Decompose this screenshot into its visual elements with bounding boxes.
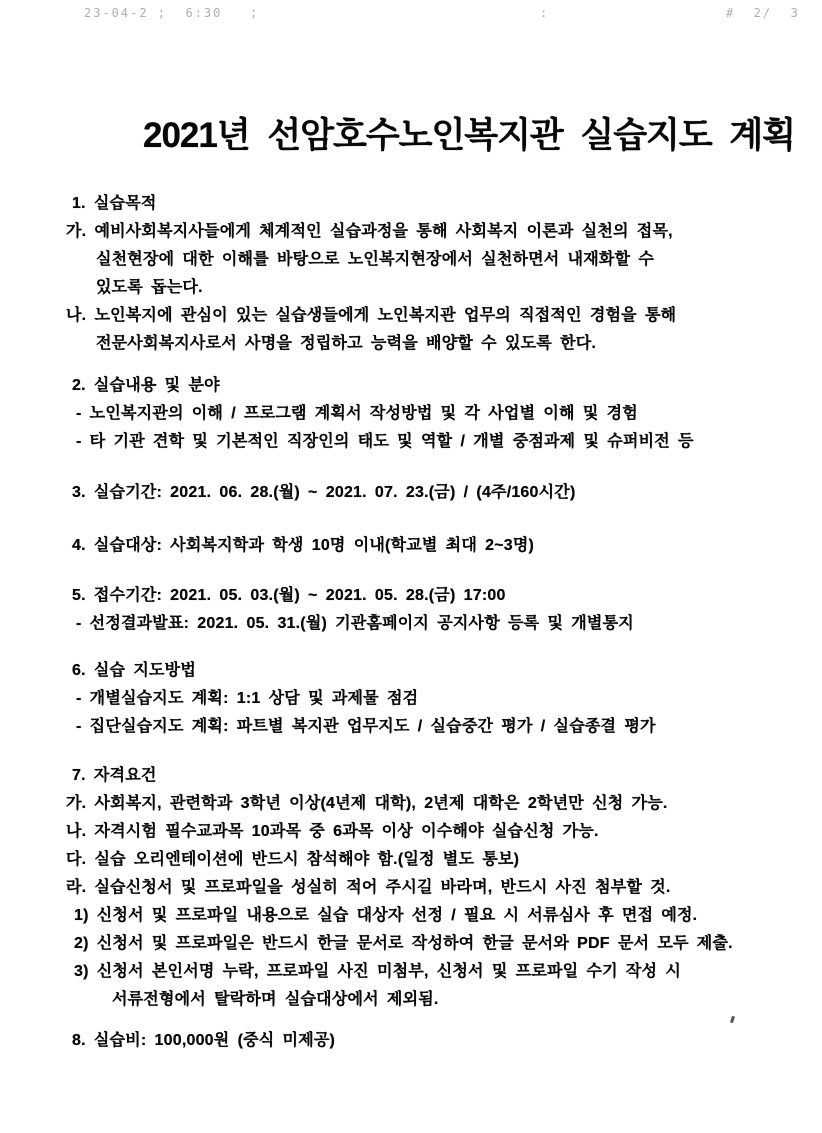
section-6-guidance (0, 657, 822, 741)
section-heading: 6. 실습 지도방법 (72, 662, 196, 679)
section-heading: 8. 실습비: 100,000원 (중식 미제공) (72, 1032, 336, 1049)
doc-line: - 노인복지관의 이해 / 프로그램 계획서 작성방법 및 각 사업별 이해 및 경험 (76, 405, 638, 422)
fax-timestamp: 23-04-2 ; 6:30 ; (84, 6, 260, 20)
doc-line: - 집단실습지도 계획: 파트별 복지관 업무지도 / 실습중간 평가 / 실습종결 평가 (76, 718, 656, 735)
doc-line: 가. 사회복지, 관련학과 3학년 이상(4년제 대학), 2년제 대학은 2학년만 신청 가능. (66, 795, 668, 812)
doc-line: 나. 노인복지에 관심이 있는 실습생들에게 노인복지관 업무의 직접적인 경험을 통해 (66, 307, 677, 324)
section-heading: 5. 접수기간: 2021. 05. 03.(월) ~ 2021. 05. 28.(금) 17:00 (72, 587, 506, 604)
section-7-requirements (0, 762, 822, 1014)
section-2-contents (0, 372, 822, 456)
doc-line: 실천현장에 대한 이해를 바탕으로 노인복지현장에서 실천하면서 내재화할 수 (96, 251, 655, 268)
doc-line: 서류전형에서 탈락하며 실습대상에서 제외됨. (112, 991, 439, 1008)
section-5-application (0, 582, 822, 638)
doc-line: 다. 실습 오리엔테이션에 반드시 참석해야 함.(일정 별도 통보) (66, 851, 520, 868)
section-4-target (0, 532, 822, 560)
doc-line: - 타 기관 견학 및 기본적인 직장인의 태도 및 역할 / 개별 중점과제 및 슈퍼비전 등 (76, 433, 694, 450)
fax-center-mark: : (540, 6, 550, 20)
section-1-purpose (0, 190, 822, 358)
doc-line: 1) 신청서 및 프로파일 내용으로 실습 대상자 선정 / 필요 시 서류심사 후 면접 예정. (74, 907, 698, 924)
doc-line: 라. 실습신청서 및 프로파일을 성실히 적어 주시길 바라며, 반드시 사진 첨부할 것. (66, 879, 671, 896)
doc-line: 3) 신청서 본인서명 누락, 프로파일 사진 미첨부, 신청서 및 프로파일 수기 작성 시 (74, 963, 681, 980)
fax-page-indicator: # 2/ 3 (726, 6, 800, 20)
doc-line: 가. 예비사회복지사들에게 체계적인 실습과정을 통해 사회복지 이론과 실천의 접목, (66, 223, 673, 240)
doc-line: - 선정결과발표: 2021. 05. 31.(월) 기관홈페이지 공지사항 등록 및 개별통지 (76, 615, 634, 632)
section-heading: 1. 실습목적 (72, 195, 157, 212)
section-heading: 3. 실습기간: 2021. 06. 28.(월) ~ 2021. 07. 23.(금) / (4주/160시간) (72, 484, 576, 501)
doc-line: 전문사회복지사로서 사명을 정립하고 능력을 배양할 수 있도록 한다. (96, 335, 597, 352)
section-8-fee (0, 1027, 822, 1055)
doc-line: - 개별실습지도 계획: 1:1 상담 및 과제물 점검 (76, 690, 419, 707)
section-3-period (0, 479, 822, 507)
doc-line: 2) 신청서 및 프로파일은 반드시 한글 문서로 작성하여 한글 문서와 PDF 문서 모두 제출. (74, 935, 733, 952)
scan-speck (730, 1016, 735, 1024)
doc-line: 있도록 돕는다. (96, 279, 203, 296)
section-heading: 4. 실습대상: 사회복지학과 학생 10명 이내(학교별 최대 2~3명) (72, 537, 535, 554)
section-heading: 7. 자격요건 (72, 767, 157, 784)
page-title: 2021년 선암호수노인복지관 실습지도 계획 (143, 116, 795, 155)
section-heading: 2. 실습내용 및 분야 (72, 377, 220, 394)
doc-line: 나. 자격시험 필수교과목 10과목 중 6과목 이상 이수해야 실습신청 가능. (66, 823, 599, 840)
